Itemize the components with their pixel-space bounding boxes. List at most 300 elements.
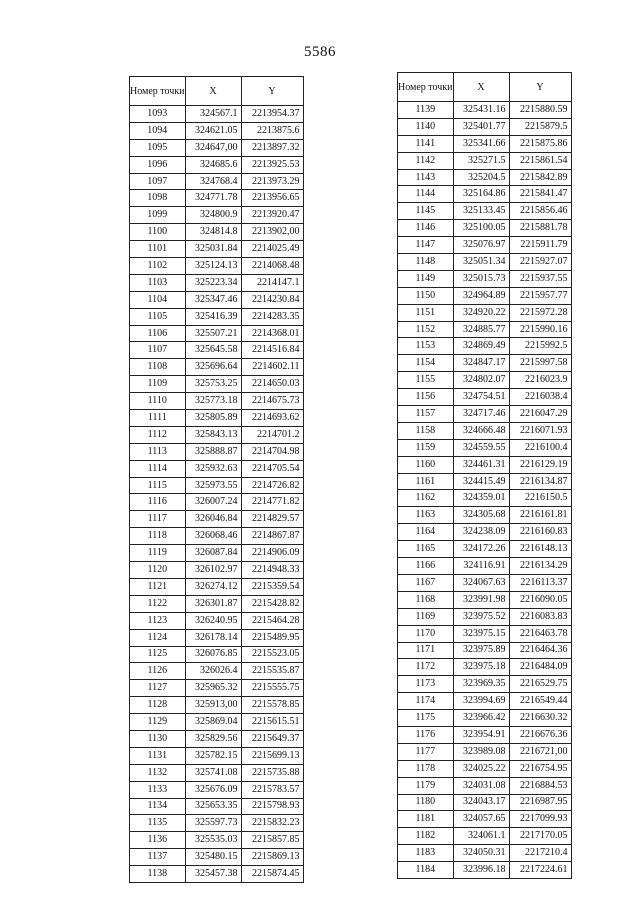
cell-y: 2215615.51	[241, 714, 303, 731]
table-row	[130, 562, 304, 579]
cell-point-number: 1105	[130, 308, 186, 325]
table-row	[130, 258, 304, 275]
cell-x: 325480.15	[185, 849, 241, 866]
cell-y: 2215464.28	[241, 612, 303, 629]
cell-y: 2214701.2	[241, 426, 303, 443]
cell-x: 325164.86	[453, 186, 509, 203]
cell-x: 325204.5	[453, 169, 509, 186]
cell-x: 325271.5	[453, 152, 509, 169]
cell-x: 323969.35	[453, 676, 509, 693]
table-row	[130, 697, 304, 714]
cell-point-number: 1097	[130, 173, 186, 190]
table-row	[398, 220, 572, 237]
table-row	[130, 173, 304, 190]
cell-x: 324559.55	[453, 439, 509, 456]
table-row	[130, 832, 304, 849]
cell-y: 2215874.45	[241, 866, 303, 883]
cell-y: 2213897.32	[241, 139, 303, 156]
cell-point-number: 1159	[398, 439, 454, 456]
cell-y: 2215992.5	[509, 338, 571, 355]
cell-x: 324754.51	[453, 389, 509, 406]
table-row	[398, 862, 572, 879]
table-row	[130, 359, 304, 376]
cell-y: 2214704.98	[241, 443, 303, 460]
table-row	[398, 659, 572, 676]
cell-point-number: 1174	[398, 693, 454, 710]
table-row	[398, 811, 572, 828]
cell-y: 2214771.82	[241, 494, 303, 511]
cell-y: 2215428.82	[241, 595, 303, 612]
table-row	[398, 558, 572, 575]
cell-y: 2215359.54	[241, 578, 303, 595]
table-row	[398, 591, 572, 608]
coordinates-table-right	[397, 72, 572, 879]
cell-x: 325124.13	[185, 258, 241, 275]
cell-x: 323991.98	[453, 591, 509, 608]
cell-y: 2216630.32	[509, 710, 571, 727]
cell-y: 2214948.33	[241, 562, 303, 579]
cell-point-number: 1123	[130, 612, 186, 629]
table-row	[398, 524, 572, 541]
table-row	[130, 798, 304, 815]
cell-y: 2215842.89	[509, 169, 571, 186]
cell-y: 2214602.11	[241, 359, 303, 376]
cell-y: 2215861.54	[509, 152, 571, 169]
cell-point-number: 1106	[130, 325, 186, 342]
cell-point-number: 1165	[398, 541, 454, 558]
cell-x: 326068.46	[185, 528, 241, 545]
table-row	[130, 460, 304, 477]
cell-point-number: 1116	[130, 494, 186, 511]
cell-point-number: 1117	[130, 511, 186, 528]
table-row	[398, 406, 572, 423]
cell-x: 326274.12	[185, 578, 241, 595]
cell-x: 324920.22	[453, 304, 509, 321]
table-row	[130, 849, 304, 866]
header-y: Y	[241, 77, 303, 106]
header-point-number: Номер точки	[398, 73, 454, 102]
cell-x: 326240.95	[185, 612, 241, 629]
table-row	[398, 135, 572, 152]
cell-y: 2216884.53	[509, 777, 571, 794]
table-row	[398, 541, 572, 558]
cell-x: 324647,00	[185, 139, 241, 156]
cell-x: 324031.08	[453, 777, 509, 794]
cell-x: 324621.05	[185, 122, 241, 139]
cell-x: 325773.18	[185, 393, 241, 410]
cell-y: 2215856.46	[509, 203, 571, 220]
table-row	[130, 325, 304, 342]
cell-point-number: 1112	[130, 426, 186, 443]
cell-y: 2216754.95	[509, 760, 571, 777]
cell-y: 2214068.48	[241, 258, 303, 275]
cell-x: 325507.21	[185, 325, 241, 342]
cell-x: 325031.84	[185, 241, 241, 258]
cell-point-number: 1120	[130, 562, 186, 579]
cell-x: 323954.91	[453, 726, 509, 743]
cell-point-number: 1124	[130, 629, 186, 646]
cell-y: 2214516.84	[241, 342, 303, 359]
cell-point-number: 1168	[398, 591, 454, 608]
cell-point-number: 1134	[130, 798, 186, 815]
cell-x: 324685.6	[185, 156, 241, 173]
cell-x: 325223.34	[185, 274, 241, 291]
cell-point-number: 1154	[398, 355, 454, 372]
cell-x: 324067.63	[453, 574, 509, 591]
cell-point-number: 1158	[398, 422, 454, 439]
cell-x: 326076.85	[185, 646, 241, 663]
cell-y: 2216038.4	[509, 389, 571, 406]
table-row	[398, 338, 572, 355]
table-row	[130, 291, 304, 308]
cell-y: 2216549.44	[509, 693, 571, 710]
cell-point-number: 1095	[130, 139, 186, 156]
cell-x: 324359.01	[453, 490, 509, 507]
cell-point-number: 1121	[130, 578, 186, 595]
cell-y: 2216071.93	[509, 422, 571, 439]
header-x: X	[185, 77, 241, 106]
cell-y: 2215841.47	[509, 186, 571, 203]
cell-y: 2216987.95	[509, 794, 571, 811]
cell-y: 2214705.54	[241, 460, 303, 477]
cell-point-number: 1140	[398, 118, 454, 135]
cell-y: 2216484.09	[509, 659, 571, 676]
cell-y: 2215911.79	[509, 237, 571, 254]
cell-y: 2216134.29	[509, 558, 571, 575]
cell-y: 2216148.13	[509, 541, 571, 558]
table-row	[130, 511, 304, 528]
cell-point-number: 1155	[398, 372, 454, 389]
cell-point-number: 1167	[398, 574, 454, 591]
table-row	[398, 710, 572, 727]
cell-point-number: 1099	[130, 207, 186, 224]
table-row	[398, 186, 572, 203]
table-row	[398, 355, 572, 372]
cell-x: 323975.18	[453, 659, 509, 676]
table-row	[398, 321, 572, 338]
cell-y: 2216023.9	[509, 372, 571, 389]
cell-x: 325347.46	[185, 291, 241, 308]
table-row	[130, 241, 304, 258]
cell-x: 325913,00	[185, 697, 241, 714]
table-row	[130, 578, 304, 595]
cell-x: 324666.48	[453, 422, 509, 439]
cell-point-number: 1118	[130, 528, 186, 545]
cell-x: 324768.4	[185, 173, 241, 190]
table-row	[130, 781, 304, 798]
cell-point-number: 1176	[398, 726, 454, 743]
cell-point-number: 1135	[130, 815, 186, 832]
cell-y: 2215798.93	[241, 798, 303, 815]
cell-point-number: 1169	[398, 608, 454, 625]
cell-point-number: 1152	[398, 321, 454, 338]
cell-point-number: 1171	[398, 642, 454, 659]
cell-x: 323975.89	[453, 642, 509, 659]
cell-point-number: 1119	[130, 545, 186, 562]
table-body-left	[130, 106, 304, 883]
table-row	[398, 422, 572, 439]
cell-y: 2215832.23	[241, 815, 303, 832]
table-row	[398, 473, 572, 490]
cell-x: 325051.34	[453, 254, 509, 271]
table-row	[398, 507, 572, 524]
cell-y: 2215881.78	[509, 220, 571, 237]
cell-x: 326026.4	[185, 663, 241, 680]
cell-point-number: 1110	[130, 393, 186, 410]
table-row	[398, 760, 572, 777]
table-row	[398, 102, 572, 119]
cell-point-number: 1175	[398, 710, 454, 727]
table-row	[130, 376, 304, 393]
table-row	[130, 139, 304, 156]
cell-x: 325869.04	[185, 714, 241, 731]
cell-y: 2216676.36	[509, 726, 571, 743]
cell-x: 325843.13	[185, 426, 241, 443]
cell-x: 324305.68	[453, 507, 509, 524]
cell-y: 2215535.87	[241, 663, 303, 680]
cell-point-number: 1141	[398, 135, 454, 152]
cell-y: 2213925.53	[241, 156, 303, 173]
cell-x: 325401.77	[453, 118, 509, 135]
cell-point-number: 1178	[398, 760, 454, 777]
cell-x: 325100.05	[453, 220, 509, 237]
cell-point-number: 1109	[130, 376, 186, 393]
cell-x: 325653.35	[185, 798, 241, 815]
cell-x: 324847.17	[453, 355, 509, 372]
cell-point-number: 1181	[398, 811, 454, 828]
cell-point-number: 1126	[130, 663, 186, 680]
cell-y: 2216161.81	[509, 507, 571, 524]
table-row	[130, 714, 304, 731]
table-row	[130, 426, 304, 443]
table-row	[398, 743, 572, 760]
table-row	[398, 237, 572, 254]
table-row	[130, 443, 304, 460]
cell-point-number: 1122	[130, 595, 186, 612]
cell-y: 2216721,00	[509, 743, 571, 760]
table-row	[130, 477, 304, 494]
table-row	[398, 845, 572, 862]
cell-point-number: 1161	[398, 473, 454, 490]
table-row	[398, 439, 572, 456]
table-row	[398, 287, 572, 304]
cell-y: 2213954.37	[241, 106, 303, 123]
cell-point-number: 1111	[130, 410, 186, 427]
cell-y: 2216090.05	[509, 591, 571, 608]
cell-y: 2213875.6	[241, 122, 303, 139]
table-row	[130, 545, 304, 562]
cell-point-number: 1164	[398, 524, 454, 541]
cell-y: 2214230.84	[241, 291, 303, 308]
table-row	[398, 456, 572, 473]
cell-y: 2217224.61	[509, 862, 571, 879]
table-row	[398, 828, 572, 845]
cell-x: 325416.39	[185, 308, 241, 325]
cell-x: 324814.8	[185, 224, 241, 241]
table-row	[130, 663, 304, 680]
table-row	[398, 642, 572, 659]
table-row	[398, 608, 572, 625]
cell-point-number: 1100	[130, 224, 186, 241]
table-row	[398, 676, 572, 693]
cell-x: 324061.1	[453, 828, 509, 845]
cell-x: 325696.64	[185, 359, 241, 376]
cell-x: 325888.87	[185, 443, 241, 460]
cell-x: 324964.89	[453, 287, 509, 304]
cell-point-number: 1184	[398, 862, 454, 879]
table-row	[130, 866, 304, 883]
cell-y: 2214283.35	[241, 308, 303, 325]
cell-y: 2217170.05	[509, 828, 571, 845]
cell-y: 2213956.65	[241, 190, 303, 207]
cell-x: 325782.15	[185, 747, 241, 764]
cell-x: 325535.03	[185, 832, 241, 849]
cell-y: 2215735.88	[241, 764, 303, 781]
cell-point-number: 1125	[130, 646, 186, 663]
cell-x: 324415.49	[453, 473, 509, 490]
cell-y: 2215927.07	[509, 254, 571, 271]
cell-y: 2215869.13	[241, 849, 303, 866]
cell-y: 2214867.87	[241, 528, 303, 545]
cell-y: 2216047.29	[509, 406, 571, 423]
cell-x: 324717.46	[453, 406, 509, 423]
cell-y: 2215957.77	[509, 287, 571, 304]
cell-x: 325341.66	[453, 135, 509, 152]
cell-point-number: 1101	[130, 241, 186, 258]
cell-y: 2215990.16	[509, 321, 571, 338]
cell-y: 2217099.93	[509, 811, 571, 828]
cell-x: 324238.09	[453, 524, 509, 541]
table-body-right	[398, 102, 572, 879]
cell-x: 325676.09	[185, 781, 241, 798]
cell-point-number: 1103	[130, 274, 186, 291]
cell-x: 325015.73	[453, 270, 509, 287]
cell-x: 324771.78	[185, 190, 241, 207]
cell-x: 325645.58	[185, 342, 241, 359]
table-row	[398, 625, 572, 642]
cell-point-number: 1170	[398, 625, 454, 642]
cell-point-number: 1128	[130, 697, 186, 714]
cell-x: 323966.42	[453, 710, 509, 727]
cell-point-number: 1130	[130, 730, 186, 747]
cell-x: 325457.38	[185, 866, 241, 883]
cell-y: 2216083.83	[509, 608, 571, 625]
cell-point-number: 1163	[398, 507, 454, 524]
cell-y: 2213973.29	[241, 173, 303, 190]
table-row	[398, 304, 572, 321]
cell-y: 2216134.87	[509, 473, 571, 490]
cell-y: 2214025.49	[241, 241, 303, 258]
cell-point-number: 1156	[398, 389, 454, 406]
cell-x: 324057.65	[453, 811, 509, 828]
table-row	[130, 122, 304, 139]
table-row	[130, 342, 304, 359]
cell-y: 2213902,00	[241, 224, 303, 241]
cell-y: 2215649.37	[241, 730, 303, 747]
cell-x: 324025.22	[453, 760, 509, 777]
cell-point-number: 1157	[398, 406, 454, 423]
cell-point-number: 1107	[130, 342, 186, 359]
cell-point-number: 1115	[130, 477, 186, 494]
cell-point-number: 1160	[398, 456, 454, 473]
cell-point-number: 1113	[130, 443, 186, 460]
cell-y: 2216160.83	[509, 524, 571, 541]
cell-x: 325597.73	[185, 815, 241, 832]
cell-y: 2214829.57	[241, 511, 303, 528]
cell-point-number: 1132	[130, 764, 186, 781]
table-row	[130, 410, 304, 427]
cell-x: 325829.56	[185, 730, 241, 747]
table-row	[130, 747, 304, 764]
cell-y: 2214147.1	[241, 274, 303, 291]
table-row	[130, 308, 304, 325]
cell-y: 2215997.58	[509, 355, 571, 372]
cell-point-number: 1133	[130, 781, 186, 798]
cell-point-number: 1127	[130, 680, 186, 697]
cell-x: 324800.9	[185, 207, 241, 224]
table-row	[398, 574, 572, 591]
cell-point-number: 1145	[398, 203, 454, 220]
cell-point-number: 1179	[398, 777, 454, 794]
cell-point-number: 1098	[130, 190, 186, 207]
table-row	[398, 726, 572, 743]
cell-x: 325965.32	[185, 680, 241, 697]
cell-point-number: 1142	[398, 152, 454, 169]
table-header-row	[398, 73, 572, 102]
cell-x: 325133.45	[453, 203, 509, 220]
cell-point-number: 1147	[398, 237, 454, 254]
cell-y: 2215555.75	[241, 680, 303, 697]
cell-x: 324172.26	[453, 541, 509, 558]
cell-x: 326007.24	[185, 494, 241, 511]
cell-x: 323989.08	[453, 743, 509, 760]
cell-y: 2215489.95	[241, 629, 303, 646]
table-row	[130, 595, 304, 612]
table-row	[398, 270, 572, 287]
table-row	[130, 190, 304, 207]
cell-x: 324885.77	[453, 321, 509, 338]
table-row	[130, 646, 304, 663]
page-number: 5586	[304, 44, 336, 60]
cell-y: 2214675.73	[241, 393, 303, 410]
cell-point-number: 1104	[130, 291, 186, 308]
table-row	[130, 528, 304, 545]
table-row	[130, 224, 304, 241]
cell-point-number: 1108	[130, 359, 186, 376]
cell-point-number: 1177	[398, 743, 454, 760]
table-header-row	[130, 77, 304, 106]
cell-y: 2214650.03	[241, 376, 303, 393]
header-point-number: Номер точки	[130, 77, 186, 106]
table-row	[130, 612, 304, 629]
cell-point-number: 1146	[398, 220, 454, 237]
cell-point-number: 1162	[398, 490, 454, 507]
cell-x: 323975.52	[453, 608, 509, 625]
table-row	[130, 274, 304, 291]
table-row	[398, 490, 572, 507]
header-x: X	[453, 73, 509, 102]
cell-y: 2216113.37	[509, 574, 571, 591]
cell-x: 325076.97	[453, 237, 509, 254]
cell-point-number: 1148	[398, 254, 454, 271]
cell-y: 2214693.62	[241, 410, 303, 427]
table-row	[398, 389, 572, 406]
cell-y: 2216150.5	[509, 490, 571, 507]
cell-y: 2217210.4	[509, 845, 571, 862]
cell-x: 324043.17	[453, 794, 509, 811]
cell-point-number: 1144	[398, 186, 454, 203]
cell-y: 2215972.28	[509, 304, 571, 321]
